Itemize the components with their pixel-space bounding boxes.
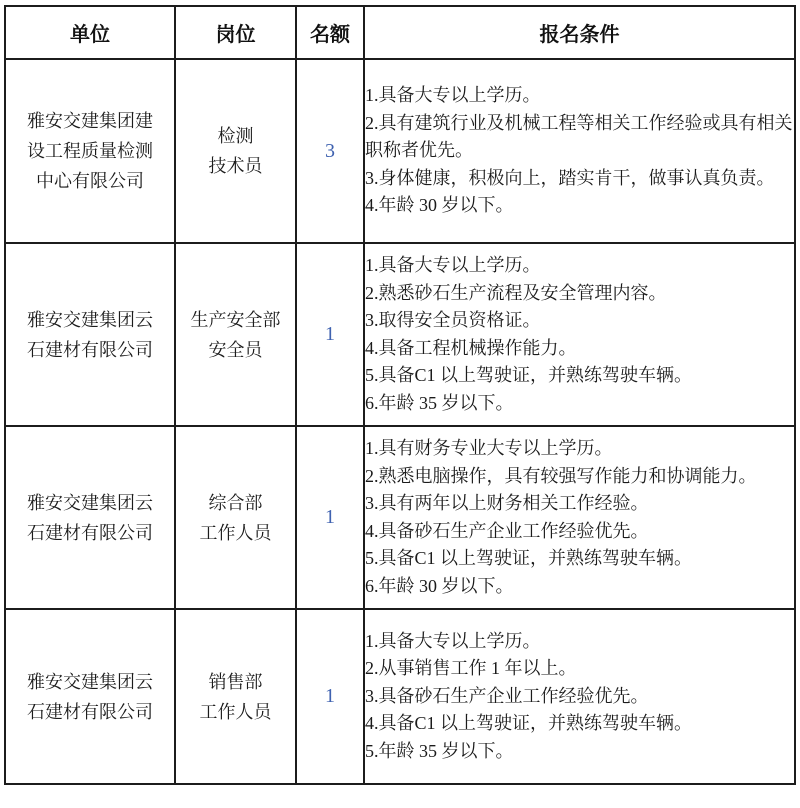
condition-item: 5.年龄 35 岁以下。 — [365, 740, 514, 761]
header-quota: 名额 — [296, 6, 364, 59]
unit-cell — [5, 59, 175, 243]
condition-item: 4.具备C1 以上驾驶证，并熟练驾驶车辆。 — [365, 713, 693, 734]
condition-item: 2.熟悉电脑操作，具有较强写作能力和协调能力。 — [365, 465, 757, 486]
condition-item: 6.年龄 30 岁以下。 — [365, 575, 514, 596]
unit-name: 雅安交建集团建设工程质量检测中心有限公司 — [27, 111, 153, 191]
recruitment-table — [4, 5, 796, 785]
position-cell — [175, 59, 296, 243]
condition-item: 3.具备砂石生产企业工作经验优先。 — [365, 685, 649, 706]
table-row — [5, 243, 795, 426]
quota-value: 1 — [296, 609, 364, 784]
condition-item: 1.具备大专以上学历。 — [365, 255, 541, 275]
position-line: 工作人员 — [199, 522, 272, 543]
condition-item: 1.具备大专以上学历。 — [365, 85, 541, 106]
position-line: 检测 — [217, 126, 254, 146]
position-cell — [175, 426, 296, 609]
condition-item: 5.具备C1 以上驾驶证，并熟练驾驶车辆。 — [365, 548, 693, 568]
condition-item: 2.熟悉砂石生产流程及安全管理内容。 — [365, 282, 667, 303]
table-row — [5, 59, 795, 243]
condition-item: 3.具有两年以上财务相关工作经验。 — [365, 493, 649, 513]
condition-item: 1.具备大专以上学历。 — [365, 630, 541, 651]
table-row — [5, 426, 795, 609]
condition-item: 4.具备砂石生产企业工作经验优先。 — [365, 520, 649, 541]
condition-item: 1.具有财务专业大专以上学历。 — [365, 438, 613, 458]
position-cell — [175, 609, 296, 784]
unit-name: 雅安交建集团云石建材有限公司 — [27, 671, 153, 722]
quota-value: 3 — [296, 59, 364, 243]
conditions-cell — [364, 426, 795, 609]
unit-cell — [5, 609, 175, 784]
unit-cell — [5, 243, 175, 426]
header-conditions: 报名条件 — [364, 6, 795, 59]
condition-item: 2.具有建筑行业及机械工程等相关工作经验或具有相关职称者优先。 — [365, 112, 793, 161]
quota-value: 1 — [296, 243, 364, 426]
position-cell — [175, 243, 296, 426]
header-row — [5, 6, 795, 59]
unit-name: 雅安交建集团云石建材有限公司 — [27, 492, 153, 543]
unit-name: 雅安交建集团云石建材有限公司 — [27, 309, 153, 360]
condition-item: 3.身体健康，积极向上，踏实肯干，做事认真负责。 — [365, 167, 775, 188]
position-line: 生产安全部 — [190, 309, 281, 330]
condition-item: 3.取得安全员资格证。 — [365, 310, 541, 330]
position-line: 技术员 — [208, 156, 263, 176]
position-line: 销售部 — [208, 671, 263, 692]
quota-value: 1 — [296, 426, 364, 609]
conditions-cell — [364, 59, 795, 243]
header-position: 岗位 — [175, 6, 296, 59]
table-row — [5, 609, 795, 784]
position-line: 安全员 — [208, 339, 263, 360]
condition-item: 6.年龄 35 岁以下。 — [365, 392, 514, 413]
condition-item: 4.具备工程机械操作能力。 — [365, 337, 577, 358]
position-line: 综合部 — [208, 492, 263, 513]
header-unit: 单位 — [5, 6, 175, 59]
unit-cell — [5, 426, 175, 609]
condition-item: 4.年龄 30 岁以下。 — [365, 195, 514, 216]
conditions-cell — [364, 609, 795, 784]
condition-item: 5.具备C1 以上驾驶证，并熟练驾驶车辆。 — [365, 365, 693, 385]
position-line: 工作人员 — [199, 701, 272, 722]
conditions-cell — [364, 243, 795, 426]
condition-item: 2.从事销售工作 1 年以上。 — [365, 658, 577, 679]
